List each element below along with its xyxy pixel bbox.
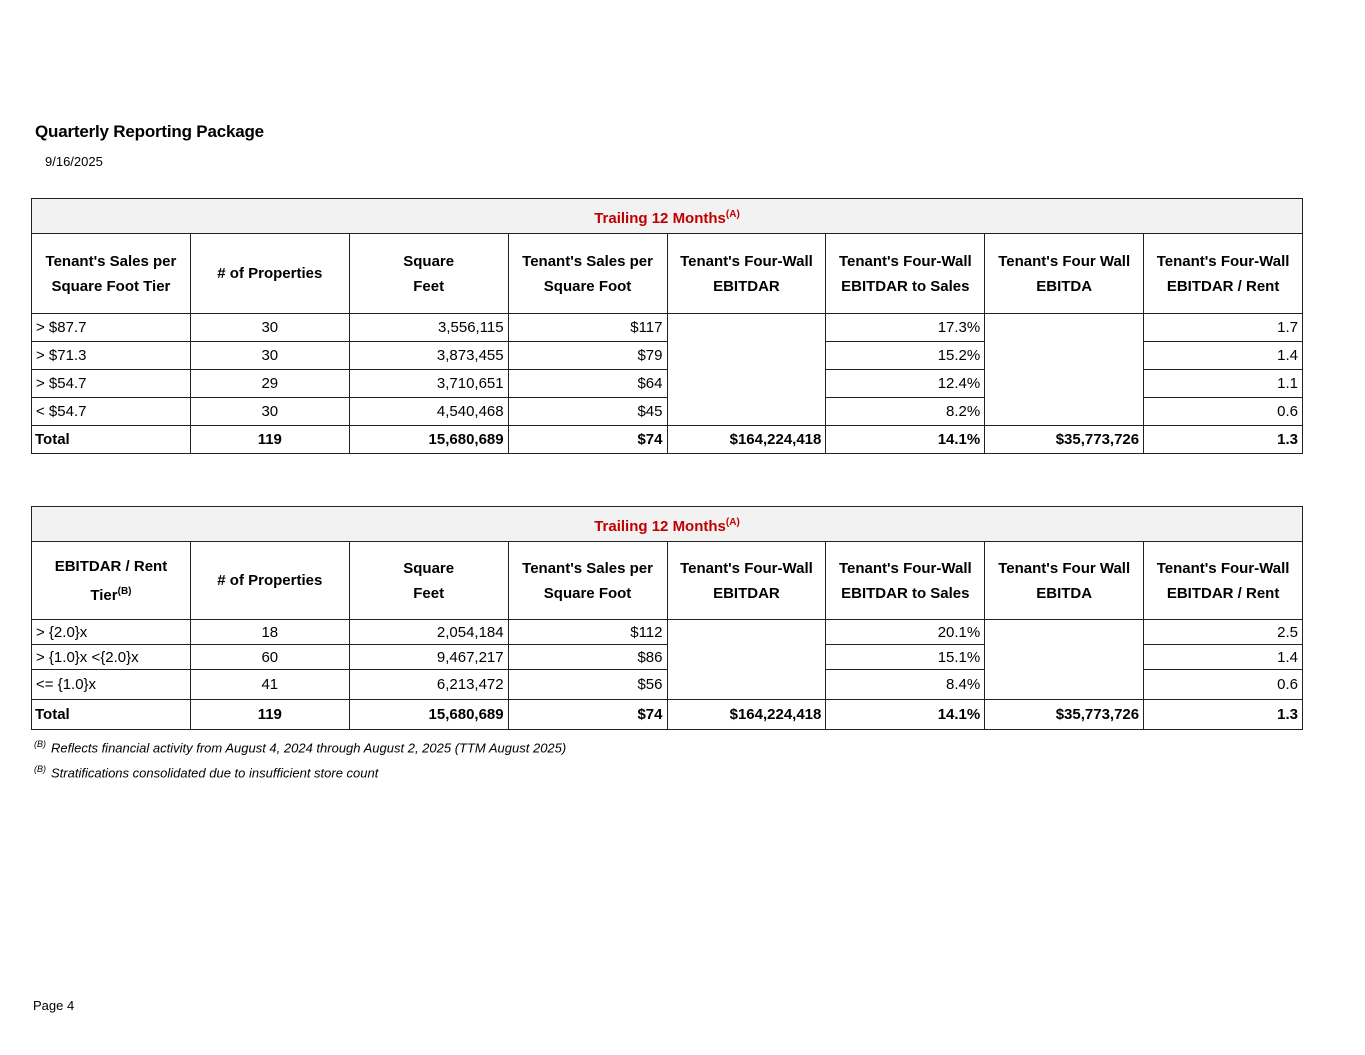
total-properties: 119 bbox=[190, 426, 349, 454]
band-title-note: (A) bbox=[725, 208, 740, 220]
footnote bbox=[34, 739, 566, 755]
ebitdar-to-sales-cell: 15.2% bbox=[826, 342, 985, 370]
header-line2: EBITDAR to Sales bbox=[841, 584, 970, 602]
tier-cell: > $54.7 bbox=[32, 370, 191, 398]
ebitdar-merged-blank-cell bbox=[667, 620, 826, 700]
col-header-sales-psf bbox=[508, 234, 667, 314]
total-properties: 119 bbox=[190, 700, 349, 730]
total-ebitdar: $164,224,418 bbox=[667, 426, 826, 454]
total-sales-psf: $74 bbox=[508, 700, 667, 730]
header-line2: EBITDA bbox=[1036, 584, 1093, 602]
tier-cell: > {2.0}x bbox=[32, 620, 191, 645]
header-line2: EBITDAR / Rent bbox=[1166, 584, 1280, 602]
total-label: Total bbox=[32, 700, 191, 730]
sqft-cell: 4,540,468 bbox=[349, 398, 508, 426]
col-header-ebitdar-rent bbox=[1144, 234, 1303, 314]
header-line1: Tenant's Sales per bbox=[45, 252, 177, 270]
table-row bbox=[32, 620, 1303, 645]
footnote-mark: (B) bbox=[34, 764, 46, 774]
page-title: Quarterly Reporting Package bbox=[35, 122, 264, 141]
header-line1: # of Properties bbox=[217, 572, 323, 589]
properties-cell: 30 bbox=[190, 314, 349, 342]
properties-cell: 29 bbox=[190, 370, 349, 398]
col-header-ebitdar-to-sales bbox=[826, 542, 985, 620]
col-header-properties bbox=[190, 542, 349, 620]
total-ebitda: $35,773,726 bbox=[985, 700, 1144, 730]
header-line1: Tenant's Four-Wall bbox=[838, 252, 972, 270]
header-note: (B) bbox=[117, 585, 132, 597]
total-sales-psf: $74 bbox=[508, 426, 667, 454]
ebitdar-rent-cell: 2.5 bbox=[1144, 620, 1303, 645]
band-title-text: Trailing 12 Months bbox=[594, 517, 726, 535]
col-header-ebitda bbox=[985, 234, 1144, 314]
header-line2: Feet bbox=[413, 584, 445, 602]
tier-cell: <= {1.0}x bbox=[32, 670, 191, 700]
col-header-tier bbox=[32, 234, 191, 314]
header-line1: Square bbox=[403, 559, 455, 577]
header-line1: Tenant's Four Wall bbox=[998, 252, 1131, 270]
col-header-ebitdar bbox=[667, 234, 826, 314]
col-header-ebitda bbox=[985, 542, 1144, 620]
ebitdar-rent-cell: 0.6 bbox=[1144, 398, 1303, 426]
ebitdar-to-sales-cell: 20.1% bbox=[826, 620, 985, 645]
ebitdar-to-sales-cell: 17.3% bbox=[826, 314, 985, 342]
properties-cell: 18 bbox=[190, 620, 349, 645]
sqft-cell: 9,467,217 bbox=[349, 645, 508, 670]
sales-psf-cell: $45 bbox=[508, 398, 667, 426]
total-row bbox=[32, 700, 1303, 730]
col-header-ebitdar-to-sales bbox=[826, 234, 985, 314]
total-label: Total bbox=[32, 426, 191, 454]
col-header-sales-psf bbox=[508, 542, 667, 620]
footnote bbox=[34, 764, 378, 780]
total-ebitdar-to-sales: 14.1% bbox=[826, 426, 985, 454]
header-line2: EBITDAR / Rent bbox=[1166, 277, 1280, 295]
report-date: 9/16/2025 bbox=[45, 154, 103, 169]
band-title-note: (A) bbox=[725, 516, 740, 528]
sales-psf-cell: $117 bbox=[508, 314, 667, 342]
ebitdar-rent-cell: 1.4 bbox=[1144, 342, 1303, 370]
header-line1: EBITDAR / Rent bbox=[54, 557, 168, 575]
total-row bbox=[32, 426, 1303, 454]
table-band-title bbox=[32, 507, 1303, 542]
sales-psf-cell: $112 bbox=[508, 620, 667, 645]
col-header-ebitdar bbox=[667, 542, 826, 620]
header-line2: EBITDAR to Sales bbox=[841, 277, 970, 295]
ebitdar-to-sales-cell: 8.2% bbox=[826, 398, 985, 426]
total-ebitdar-rent: 1.3 bbox=[1144, 700, 1303, 730]
ebitdar-merged-blank-cell bbox=[667, 314, 826, 426]
sqft-cell: 2,054,184 bbox=[349, 620, 508, 645]
page-number: Page 4 bbox=[33, 998, 75, 1013]
sales-psf-cell: $79 bbox=[508, 342, 667, 370]
header-line1: Tenant's Sales per bbox=[522, 252, 653, 270]
col-header-tier bbox=[32, 542, 191, 620]
sales-psf-cell: $56 bbox=[508, 670, 667, 700]
header-line1: Tenant's Sales per bbox=[522, 559, 653, 577]
ebitdar-to-sales-cell: 12.4% bbox=[826, 370, 985, 398]
total-ebitdar-rent: 1.3 bbox=[1144, 426, 1303, 454]
ebitda-merged-blank-cell bbox=[985, 620, 1144, 700]
header-line1: Square bbox=[403, 252, 455, 270]
col-header-square-feet bbox=[349, 234, 508, 314]
table-row bbox=[32, 314, 1303, 342]
ebitdar-rent-tier-table bbox=[31, 506, 1303, 730]
total-sqft: 15,680,689 bbox=[349, 426, 508, 454]
sqft-cell: 6,213,472 bbox=[349, 670, 508, 700]
ebitdar-to-sales-cell: 15.1% bbox=[826, 645, 985, 670]
tier-cell: > {1.0}x <{2.0}x bbox=[32, 645, 191, 670]
header-line2: EBITDAR bbox=[713, 584, 780, 602]
header-line1: Tenant's Four-Wall bbox=[680, 559, 813, 577]
sqft-cell: 3,710,651 bbox=[349, 370, 508, 398]
header-line1: # of Properties bbox=[217, 265, 323, 282]
band-title-text: Trailing 12 Months bbox=[594, 209, 726, 227]
total-ebitdar-to-sales: 14.1% bbox=[826, 700, 985, 730]
ebitda-merged-blank-cell bbox=[985, 314, 1144, 426]
properties-cell: 41 bbox=[190, 670, 349, 700]
sales-psf-cell: $86 bbox=[508, 645, 667, 670]
sales-psf-cell: $64 bbox=[508, 370, 667, 398]
total-ebitda: $35,773,726 bbox=[985, 426, 1144, 454]
sales-psf-tier-table bbox=[31, 198, 1303, 454]
header-line2: Tier bbox=[90, 586, 118, 604]
header-line2: Feet bbox=[413, 277, 445, 295]
properties-cell: 30 bbox=[190, 398, 349, 426]
sqft-cell: 3,873,455 bbox=[349, 342, 508, 370]
footnote-text: Reflects financial activity from August 4, 2024 through August 2, 2025 (TTM August 2025) bbox=[51, 740, 567, 756]
table-band-title bbox=[32, 199, 1303, 234]
ebitdar-to-sales-cell: 8.4% bbox=[826, 670, 985, 700]
col-header-properties bbox=[190, 234, 349, 314]
header-line1: Tenant's Four-Wall bbox=[1156, 252, 1290, 270]
total-ebitdar: $164,224,418 bbox=[667, 700, 826, 730]
header-line1: Tenant's Four-Wall bbox=[1156, 559, 1290, 577]
tier-cell: > $71.3 bbox=[32, 342, 191, 370]
ebitdar-rent-cell: 1.4 bbox=[1144, 645, 1303, 670]
header-line2: Square Foot Tier bbox=[51, 277, 171, 295]
header-line1: Tenant's Four Wall bbox=[998, 559, 1131, 577]
ebitdar-rent-cell: 1.7 bbox=[1144, 314, 1303, 342]
col-header-square-feet bbox=[349, 542, 508, 620]
header-line2: EBITDAR bbox=[713, 277, 780, 295]
properties-cell: 60 bbox=[190, 645, 349, 670]
total-sqft: 15,680,689 bbox=[349, 700, 508, 730]
footnote-text: Stratifications consolidated due to insufficient store count bbox=[51, 765, 379, 781]
tier-cell: < $54.7 bbox=[32, 398, 191, 426]
tier-cell: > $87.7 bbox=[32, 314, 191, 342]
header-line1: Tenant's Four-Wall bbox=[838, 559, 972, 577]
ebitdar-rent-cell: 0.6 bbox=[1144, 670, 1303, 700]
sqft-cell: 3,556,115 bbox=[349, 314, 508, 342]
header-line1: Tenant's Four-Wall bbox=[680, 252, 813, 270]
header-line2: EBITDA bbox=[1036, 277, 1093, 295]
footnote-mark: (B) bbox=[34, 739, 46, 749]
properties-cell: 30 bbox=[190, 342, 349, 370]
header-line2: Square Foot bbox=[543, 584, 632, 602]
header-line2: Square Foot bbox=[543, 277, 632, 295]
ebitdar-rent-cell: 1.1 bbox=[1144, 370, 1303, 398]
col-header-ebitdar-rent bbox=[1144, 542, 1303, 620]
